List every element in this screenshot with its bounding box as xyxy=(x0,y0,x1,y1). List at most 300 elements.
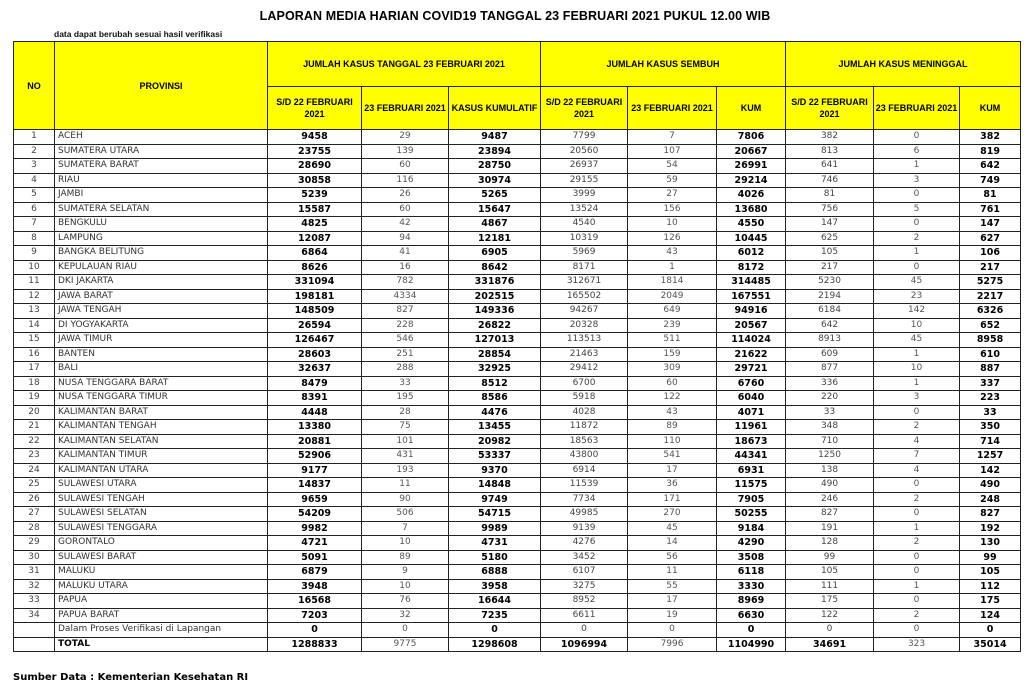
table-row xyxy=(14,521,1021,536)
cell-s3: 314485 xyxy=(717,275,786,290)
cell-s1: 6107 xyxy=(541,565,628,580)
cell-m1: 105 xyxy=(786,246,874,261)
cell-s2: 14 xyxy=(628,536,717,551)
cell-no: 12 xyxy=(14,289,55,304)
cell-no: 10 xyxy=(14,260,55,275)
table-row xyxy=(14,159,1021,174)
cell-k1: 4721 xyxy=(268,536,362,551)
cell-prov: GORONTALO xyxy=(55,536,268,551)
cell-m3: 106 xyxy=(960,246,1021,261)
cell-prov: SULAWESI TENGGARA xyxy=(55,521,268,536)
cell-m2: 0 xyxy=(874,188,960,203)
table-row xyxy=(14,318,1021,333)
cell-m3: 5275 xyxy=(960,275,1021,290)
cell-s1: 6611 xyxy=(541,608,628,623)
cell-prov: DI YOGYAKARTA xyxy=(55,318,268,333)
cell-k1: 9177 xyxy=(268,463,362,478)
cell-s1: 165502 xyxy=(541,289,628,304)
cell-s2: 107 xyxy=(628,144,717,159)
cell-s3: 6040 xyxy=(717,391,786,406)
cell-k1: 8479 xyxy=(268,376,362,391)
cell-s2: 122 xyxy=(628,391,717,406)
cell-s2: 36 xyxy=(628,478,717,493)
cell-no: 3 xyxy=(14,159,55,174)
cell-m3: 175 xyxy=(960,594,1021,609)
cell-s1: 94267 xyxy=(541,304,628,319)
cell-no: 26 xyxy=(14,492,55,507)
cell-k2: 251 xyxy=(362,347,449,362)
cell-m1: 609 xyxy=(786,347,874,362)
header-provinsi: PROVINSI xyxy=(55,42,268,130)
cell-s3: 6931 xyxy=(717,463,786,478)
cell-prov: DKI JAKARTA xyxy=(55,275,268,290)
cell-no: 27 xyxy=(14,507,55,522)
cell-m2: 1 xyxy=(874,159,960,174)
cell-k3: 5180 xyxy=(449,550,541,565)
table-row xyxy=(14,188,1021,203)
cell-k1: 23755 xyxy=(268,144,362,159)
cell-m3: 642 xyxy=(960,159,1021,174)
cell-s1: 11539 xyxy=(541,478,628,493)
cell-m2: 0 xyxy=(874,478,960,493)
cell-m3: 749 xyxy=(960,173,1021,188)
cell-m2: 0 xyxy=(874,130,960,145)
cell-k2: 9775 xyxy=(362,637,449,652)
cell-k2: 11 xyxy=(362,478,449,493)
cell-m3: 6326 xyxy=(960,304,1021,319)
cell-no: 20 xyxy=(14,405,55,420)
cell-prov: JAWA TIMUR xyxy=(55,333,268,348)
cell-m1: 191 xyxy=(786,521,874,536)
table-row xyxy=(14,565,1021,580)
cell-m3: 627 xyxy=(960,231,1021,246)
cell-s2: 1814 xyxy=(628,275,717,290)
cell-prov: SULAWESI BARAT xyxy=(55,550,268,565)
cell-k1: 1288833 xyxy=(268,637,362,652)
cell-k3: 28854 xyxy=(449,347,541,362)
cell-prov: BANGKA BELITUNG xyxy=(55,246,268,261)
cell-prov: SULAWESI SELATAN xyxy=(55,507,268,522)
table-row xyxy=(14,492,1021,507)
cell-no: 24 xyxy=(14,463,55,478)
cell-prov: RIAU xyxy=(55,173,268,188)
cell-k3: 0 xyxy=(449,623,541,638)
table-row xyxy=(14,130,1021,145)
cell-prov: BALI xyxy=(55,362,268,377)
cell-s1: 3452 xyxy=(541,550,628,565)
cell-no: 31 xyxy=(14,565,55,580)
cell-m3: 2217 xyxy=(960,289,1021,304)
cell-s1: 10319 xyxy=(541,231,628,246)
cell-s2: 60 xyxy=(628,376,717,391)
cell-k1: 4448 xyxy=(268,405,362,420)
cell-k2: 89 xyxy=(362,550,449,565)
table-row xyxy=(14,275,1021,290)
cell-prov: KALIMANTAN TIMUR xyxy=(55,449,268,464)
cell-k3: 9989 xyxy=(449,521,541,536)
table-row xyxy=(14,623,1021,638)
cell-s2: 17 xyxy=(628,463,717,478)
cell-k1: 5239 xyxy=(268,188,362,203)
cell-m3: 35014 xyxy=(960,637,1021,652)
cell-m1: 99 xyxy=(786,550,874,565)
table-row xyxy=(14,594,1021,609)
cell-k1: 8626 xyxy=(268,260,362,275)
cell-m1: 8913 xyxy=(786,333,874,348)
cell-s2: 7 xyxy=(628,130,717,145)
cell-k1: 5091 xyxy=(268,550,362,565)
cell-m1: 33 xyxy=(786,405,874,420)
cell-s3: 4290 xyxy=(717,536,786,551)
header-group-kasus: JUMLAH KASUS TANGGAL 23 FEBRUARI 2021 xyxy=(268,42,541,87)
cell-prov: BANTEN xyxy=(55,347,268,362)
cell-m2: 10 xyxy=(874,362,960,377)
header-no: NO xyxy=(14,42,55,130)
cell-s3: 6118 xyxy=(717,565,786,580)
cell-k1: 3948 xyxy=(268,579,362,594)
cell-s3: 13680 xyxy=(717,202,786,217)
cell-k2: 7 xyxy=(362,521,449,536)
cell-m1: 348 xyxy=(786,420,874,435)
cell-m1: 756 xyxy=(786,202,874,217)
cell-s3: 4071 xyxy=(717,405,786,420)
cell-s2: 2049 xyxy=(628,289,717,304)
cell-k2: 546 xyxy=(362,333,449,348)
cell-m2: 4 xyxy=(874,434,960,449)
report-title: LAPORAN MEDIA HARIAN COVID19 TANGGAL 23 FEBRUARI 2021 PUKUL 12.00 WIB xyxy=(259,9,771,23)
cell-k3: 20982 xyxy=(449,434,541,449)
table-row xyxy=(14,550,1021,565)
cell-m1: 220 xyxy=(786,391,874,406)
cell-k2: 139 xyxy=(362,144,449,159)
cell-k3: 4867 xyxy=(449,217,541,232)
cell-m1: 111 xyxy=(786,579,874,594)
cell-no: 8 xyxy=(14,231,55,246)
cell-s2: 27 xyxy=(628,188,717,203)
cell-k2: 26 xyxy=(362,188,449,203)
cell-k1: 54209 xyxy=(268,507,362,522)
cell-k3: 9487 xyxy=(449,130,541,145)
cell-m2: 1 xyxy=(874,246,960,261)
cell-m3: 130 xyxy=(960,536,1021,551)
cell-s1: 1096994 xyxy=(541,637,628,652)
cell-prov: MALUKU UTARA xyxy=(55,579,268,594)
cell-prov: MALUKU xyxy=(55,565,268,580)
cell-m3: 0 xyxy=(960,623,1021,638)
cell-k1: 32637 xyxy=(268,362,362,377)
cell-prov: BENGKULU xyxy=(55,217,268,232)
header-meninggal-kum: KUM xyxy=(960,87,1021,130)
covid-report-table xyxy=(13,41,1021,652)
cell-m1: 710 xyxy=(786,434,874,449)
cell-k1: 52906 xyxy=(268,449,362,464)
cell-s1: 29155 xyxy=(541,173,628,188)
cell-m1: 746 xyxy=(786,173,874,188)
cell-k2: 193 xyxy=(362,463,449,478)
cell-s3: 3508 xyxy=(717,550,786,565)
cell-k1: 0 xyxy=(268,623,362,638)
cell-s2: 54 xyxy=(628,159,717,174)
cell-s1: 4540 xyxy=(541,217,628,232)
cell-k2: 90 xyxy=(362,492,449,507)
table-row xyxy=(14,420,1021,435)
cell-k3: 28750 xyxy=(449,159,541,174)
cell-s3: 1104990 xyxy=(717,637,786,652)
table-row xyxy=(14,478,1021,493)
cell-k2: 28 xyxy=(362,405,449,420)
header-kasus-kumulatif: KASUS KUMULATIF xyxy=(449,87,541,130)
cell-k3: 6888 xyxy=(449,565,541,580)
cell-m3: 105 xyxy=(960,565,1021,580)
cell-s1: 3275 xyxy=(541,579,628,594)
cell-s3: 18673 xyxy=(717,434,786,449)
cell-prov: ACEH xyxy=(55,130,268,145)
cell-k3: 149336 xyxy=(449,304,541,319)
cell-k3: 3958 xyxy=(449,579,541,594)
cell-m3: 350 xyxy=(960,420,1021,435)
cell-s2: 511 xyxy=(628,333,717,348)
cell-m2: 0 xyxy=(874,550,960,565)
cell-no: 17 xyxy=(14,362,55,377)
cell-no: 1 xyxy=(14,130,55,145)
cell-m1: 625 xyxy=(786,231,874,246)
cell-no: 18 xyxy=(14,376,55,391)
cell-no: 5 xyxy=(14,188,55,203)
cell-m1: 642 xyxy=(786,318,874,333)
cell-m3: 382 xyxy=(960,130,1021,145)
cell-no: 15 xyxy=(14,333,55,348)
cell-k3: 12181 xyxy=(449,231,541,246)
cell-m2: 0 xyxy=(874,260,960,275)
total-row xyxy=(14,637,1021,652)
cell-k3: 202515 xyxy=(449,289,541,304)
cell-k3: 5265 xyxy=(449,188,541,203)
cell-s1: 4028 xyxy=(541,405,628,420)
cell-prov: SULAWESI UTARA xyxy=(55,478,268,493)
cell-no: 16 xyxy=(14,347,55,362)
cell-k1: 28603 xyxy=(268,347,362,362)
cell-no: 30 xyxy=(14,550,55,565)
cell-no: 14 xyxy=(14,318,55,333)
cell-m3: 819 xyxy=(960,144,1021,159)
cell-m3: 337 xyxy=(960,376,1021,391)
cell-m2: 1 xyxy=(874,347,960,362)
cell-m3: 1257 xyxy=(960,449,1021,464)
cell-k1: 9659 xyxy=(268,492,362,507)
cell-k3: 1298608 xyxy=(449,637,541,652)
cell-m2: 323 xyxy=(874,637,960,652)
cell-s3: 167551 xyxy=(717,289,786,304)
cell-k1: 198181 xyxy=(268,289,362,304)
cell-s1: 26937 xyxy=(541,159,628,174)
cell-s2: 541 xyxy=(628,449,717,464)
cell-m2: 0 xyxy=(874,623,960,638)
cell-m2: 4 xyxy=(874,463,960,478)
cell-s1: 8952 xyxy=(541,594,628,609)
cell-k1: 12087 xyxy=(268,231,362,246)
table-row xyxy=(14,376,1021,391)
cell-m2: 45 xyxy=(874,333,960,348)
cell-m2: 23 xyxy=(874,289,960,304)
cell-s3: 20667 xyxy=(717,144,786,159)
cell-m2: 0 xyxy=(874,594,960,609)
cell-m3: 124 xyxy=(960,608,1021,623)
cell-s3: 9184 xyxy=(717,521,786,536)
cell-s2: 156 xyxy=(628,202,717,217)
cell-m3: 761 xyxy=(960,202,1021,217)
cell-k2: 101 xyxy=(362,434,449,449)
cell-prov: NUSA TENGGARA BARAT xyxy=(55,376,268,391)
cell-s3: 26991 xyxy=(717,159,786,174)
cell-k3: 4731 xyxy=(449,536,541,551)
cell-k2: 60 xyxy=(362,202,449,217)
cell-m3: 8958 xyxy=(960,333,1021,348)
cell-s3: 4550 xyxy=(717,217,786,232)
cell-m2: 142 xyxy=(874,304,960,319)
cell-m2: 7 xyxy=(874,449,960,464)
cell-prov: KALIMANTAN UTARA xyxy=(55,463,268,478)
table-row xyxy=(14,144,1021,159)
cell-k1: 9982 xyxy=(268,521,362,536)
cell-s2: 17 xyxy=(628,594,717,609)
cell-m1: 175 xyxy=(786,594,874,609)
cell-no: 6 xyxy=(14,202,55,217)
cell-m1: 827 xyxy=(786,507,874,522)
cell-s1: 5969 xyxy=(541,246,628,261)
cell-no: 13 xyxy=(14,304,55,319)
cell-m3: 490 xyxy=(960,478,1021,493)
cell-s2: 0 xyxy=(628,623,717,638)
cell-k1: 30858 xyxy=(268,173,362,188)
cell-k2: 41 xyxy=(362,246,449,261)
cell-m1: 147 xyxy=(786,217,874,232)
cell-s3: 50255 xyxy=(717,507,786,522)
cell-no: 4 xyxy=(14,173,55,188)
cell-m2: 2 xyxy=(874,231,960,246)
cell-k2: 431 xyxy=(362,449,449,464)
header-meninggal-sd22: S/D 22 FEBRUARI 2021 xyxy=(786,87,874,130)
cell-s3: 8172 xyxy=(717,260,786,275)
cell-k2: 76 xyxy=(362,594,449,609)
cell-m1: 122 xyxy=(786,608,874,623)
cell-k2: 288 xyxy=(362,362,449,377)
cell-m1: 1250 xyxy=(786,449,874,464)
cell-m1: 138 xyxy=(786,463,874,478)
cell-s1: 29412 xyxy=(541,362,628,377)
cell-prov: Dalam Proses Verifikasi di Lapangan xyxy=(55,623,268,638)
header-group-meninggal: JUMLAH KASUS MENINGGAL xyxy=(786,42,1021,87)
cell-s1: 6700 xyxy=(541,376,628,391)
cell-s1: 20328 xyxy=(541,318,628,333)
cell-no: 33 xyxy=(14,594,55,609)
cell-prov: PAPUA xyxy=(55,594,268,609)
cell-k3: 8586 xyxy=(449,391,541,406)
cell-m2: 0 xyxy=(874,405,960,420)
table-row xyxy=(14,173,1021,188)
cell-k2: 782 xyxy=(362,275,449,290)
cell-m2: 6 xyxy=(874,144,960,159)
cell-k1: 6864 xyxy=(268,246,362,261)
table-row xyxy=(14,231,1021,246)
cell-s3: 6630 xyxy=(717,608,786,623)
table-row xyxy=(14,333,1021,348)
cell-k2: 42 xyxy=(362,217,449,232)
cell-k2: 29 xyxy=(362,130,449,145)
cell-k2: 9 xyxy=(362,565,449,580)
cell-k2: 4334 xyxy=(362,289,449,304)
table-row xyxy=(14,217,1021,232)
cell-k2: 10 xyxy=(362,579,449,594)
cell-k3: 15647 xyxy=(449,202,541,217)
cell-no: 21 xyxy=(14,420,55,435)
cell-k3: 7235 xyxy=(449,608,541,623)
cell-k3: 14848 xyxy=(449,478,541,493)
cell-no: 7 xyxy=(14,217,55,232)
cell-s2: 309 xyxy=(628,362,717,377)
cell-s3: 10445 xyxy=(717,231,786,246)
cell-k2: 32 xyxy=(362,608,449,623)
cell-s2: 239 xyxy=(628,318,717,333)
cell-m2: 1 xyxy=(874,579,960,594)
cell-m3: 192 xyxy=(960,521,1021,536)
cell-k1: 9458 xyxy=(268,130,362,145)
cell-k2: 506 xyxy=(362,507,449,522)
cell-s3: 3330 xyxy=(717,579,786,594)
cell-m1: 336 xyxy=(786,376,874,391)
cell-k2: 16 xyxy=(362,260,449,275)
cell-s3: 7905 xyxy=(717,492,786,507)
cell-s1: 43800 xyxy=(541,449,628,464)
cell-s2: 59 xyxy=(628,173,717,188)
table-row xyxy=(14,536,1021,551)
cell-k3: 4476 xyxy=(449,405,541,420)
cell-k3: 331876 xyxy=(449,275,541,290)
cell-m3: 112 xyxy=(960,579,1021,594)
cell-k3: 8642 xyxy=(449,260,541,275)
table-row xyxy=(14,449,1021,464)
report-subtitle: data dapat berubah sesuai hasil verifikasi xyxy=(54,29,223,39)
cell-s3: 94916 xyxy=(717,304,786,319)
cell-k1: 20881 xyxy=(268,434,362,449)
cell-m3: 147 xyxy=(960,217,1021,232)
cell-s3: 7806 xyxy=(717,130,786,145)
header-sembuh-sd22: S/D 22 FEBRUARI 2021 xyxy=(541,87,628,130)
cell-s1: 13524 xyxy=(541,202,628,217)
cell-m3: 610 xyxy=(960,347,1021,362)
cell-s2: 55 xyxy=(628,579,717,594)
cell-k3: 16644 xyxy=(449,594,541,609)
cell-m3: 99 xyxy=(960,550,1021,565)
cell-no: 28 xyxy=(14,521,55,536)
cell-s2: 110 xyxy=(628,434,717,449)
cell-s2: 649 xyxy=(628,304,717,319)
cell-k1: 331094 xyxy=(268,275,362,290)
cell-m2: 45 xyxy=(874,275,960,290)
cell-m3: 652 xyxy=(960,318,1021,333)
cell-m3: 217 xyxy=(960,260,1021,275)
cell-m1: 0 xyxy=(786,623,874,638)
cell-prov: KALIMANTAN BARAT xyxy=(55,405,268,420)
cell-s3: 0 xyxy=(717,623,786,638)
cell-s1: 312671 xyxy=(541,275,628,290)
cell-m1: 246 xyxy=(786,492,874,507)
cell-m1: 6184 xyxy=(786,304,874,319)
table-row xyxy=(14,246,1021,261)
cell-m1: 641 xyxy=(786,159,874,174)
cell-m1: 382 xyxy=(786,130,874,145)
cell-no: 22 xyxy=(14,434,55,449)
cell-k3: 6905 xyxy=(449,246,541,261)
